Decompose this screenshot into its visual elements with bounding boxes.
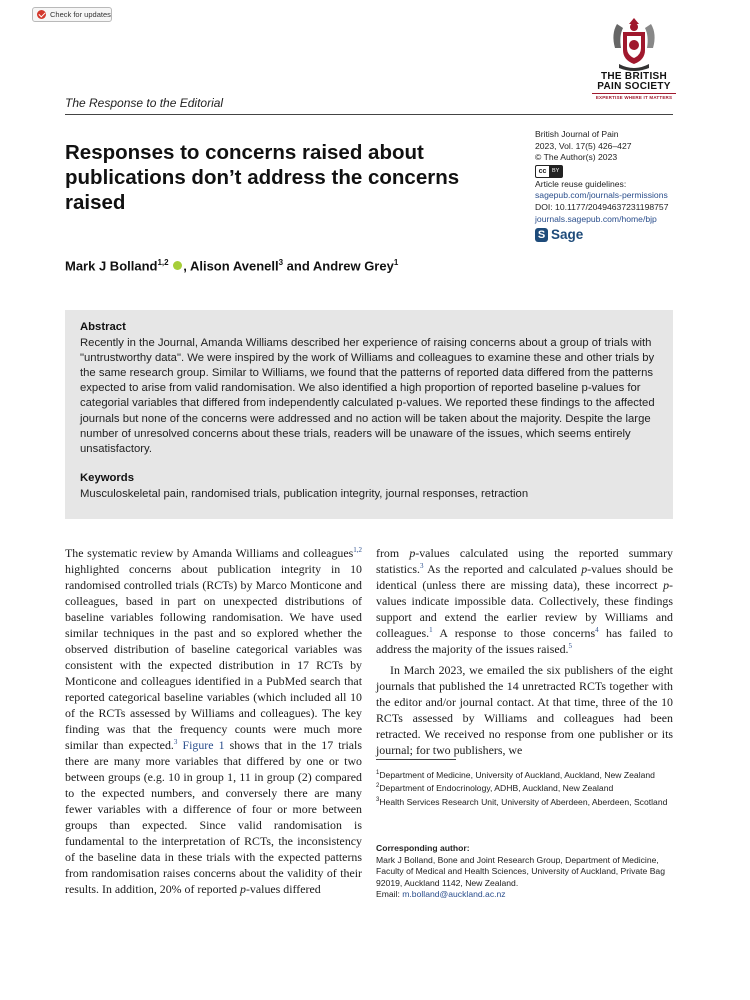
coat-of-arms-icon: [603, 14, 665, 72]
body-column-left: [65, 545, 362, 897]
corresponding-address: Mark J Bolland, Bone and Joint Research Group, Department of Medicine, Faculty of Medical and Health Sciences, University of Auckland, Private Bag 92019, Auckland 1142, New Zealand.: [376, 854, 665, 888]
author-name[interactable]: Alison Avenell: [189, 258, 279, 274]
journal-home-link[interactable]: journals.sagepub.com/home/bjp: [535, 213, 657, 224]
reference-link[interactable]: 3: [419, 562, 424, 571]
reuse-label: Article reuse guidelines:: [535, 178, 627, 189]
corresponding-heading: Corresponding author:: [376, 843, 470, 853]
body-paragraph: The systematic review by Amanda Williams and colleagues$^{1,2}$ highlighted concerns about publication integrity in 10 randomised controlled trials (RCTs) by Marco Monticone and colleagues, based in part on unexpected distributions of baseline variables following randomisation. We have used similar techniques in the past and so explored whether the observed distribution of baseline categorical variables was consistent with the expected distribution in 17 RCTs by Monticone and colleagues identified in a PubMed search that reported categorical baseline variables (which included all 10 of the RCTs assessed by Williams and colleagues). The key finding was that the frequency counts were much more similar than expected.$^3$ Figure 1 shows that in the 17 trials there are many more variables that differed by one or two between groups (e.g. 10 in group 1, 11 in group (2) compared to the expected numbers, and conversely there are many fewer variables with a difference of four or more between groups than expected. Since valid randomisation is fundamental to the interpretation of RCTs, the inconsistency of the baseline data in these trials with the expected patterns from randomisation raises concerns about the validity of their results. In addition, 20% of reported p-values differed: [65, 546, 362, 896]
affiliations: [376, 768, 673, 808]
author-affiliation: 1: [393, 258, 399, 267]
cc-icon: cc: [538, 167, 547, 175]
journal-name: British Journal of Pain: [535, 129, 619, 139]
author-affiliation: 3: [278, 258, 284, 267]
abstract-heading: Abstract: [80, 321, 126, 333]
body-paragraph: from p-values calculated using the reported summary statistics.$^3$ As the reported and calculated p-values should be identical (unless there are missing data), these incorrect p-values indicate impossible data. Collectively, these findings support and extend the earlier review by Williams and colleagues.$^1$ A response to those concerns$^4$ has failed to address the majority of the issues raised.$^5$: [376, 546, 673, 656]
body-column-right: [376, 545, 673, 758]
affiliation-1: $^1$Department of Medicine, University of Auckland, Auckland, New Zealand: [376, 769, 655, 780]
footnote-divider: [376, 759, 456, 760]
keywords-text: Musculoskeletal pain, randomised trials, publication integrity, journal responses, retraction: [80, 487, 529, 500]
doi[interactable]: DOI: 10.1177/20494637231198757: [535, 201, 669, 212]
logo-tagline: EXPERTISE WHERE IT MATTERS: [592, 93, 676, 100]
reference-link[interactable]: 5: [568, 642, 573, 651]
section-label: The Response to the Editorial: [65, 96, 224, 110]
author-list: Mark J Bolland$^{1,2}$ , Alison Avenell$^3$ and Andrew Grey$^1$: [65, 258, 399, 274]
reference-link[interactable]: 3: [173, 738, 178, 747]
orcid-icon[interactable]: [173, 261, 182, 270]
author-name[interactable]: Mark J Bolland: [65, 258, 158, 274]
abstract-text: Recently in the Journal, Amanda Williams described her experience of raising concerns about a group of trials with "untrustworthy data". We were inspired by the work of Williams and colleagues to examine these and other trials by the same research group. Similar to Williams, we found that the patterns of reported data differed from the patterns expected to arise from valid randomisation. We also identified a high proportion of reported baseline p-values for categorial variables that differed from independently calculated p-values. We reported these findings to the affected journals but none of the concerns were addressed and no action will be taken about the majority. Despite the large number of unresolved concerns about these trials, readers will be unaware of the issues, which seems entirely unsatisfactory.: [80, 337, 655, 455]
affiliation-3: $^3$Health Services Research Unit, University of Aberdeen, Aberdeen, Scotland: [376, 796, 668, 807]
author-affiliation: 1,2: [157, 258, 169, 267]
publisher-name: Sage: [551, 227, 584, 243]
copyright: © The Author(s) 2023: [535, 152, 618, 163]
journal-volume: 2023, Vol. 17(5) 426–427: [535, 140, 632, 151]
abstract-box: [65, 310, 673, 519]
email-link[interactable]: m.bolland@auckland.ac.nz: [402, 889, 506, 900]
check-updates-icon: [37, 10, 46, 19]
check-for-updates-button[interactable]: [32, 7, 112, 22]
article-title: Responses to concerns raised about publications don’t address the concerns raised: [65, 141, 460, 214]
reference-link[interactable]: 4: [595, 626, 599, 635]
affiliation-2: $^2$Department of Endocrinology, ADHB, Auckland, New Zealand: [376, 783, 614, 794]
reference-link[interactable]: 1: [429, 626, 433, 635]
logo-line-1: THE BRITISH: [600, 71, 668, 82]
header-divider: [65, 114, 673, 115]
corresponding-author: [376, 843, 673, 901]
sage-icon: S: [535, 228, 548, 242]
publisher-logo: [535, 228, 685, 242]
body-paragraph: In March 2023, we emailed the six publishers of the eight journals that published the 14 unretracted RCTs together with the editor and/or journal contact. At that time, three of the 10 RCTs assessed by Williams and colleagues had been retracted. We received no response from one publisher or its journal; for two publishers, we: [376, 663, 673, 757]
corresponding-email: Email: m.bolland@auckland.ac.nz: [376, 889, 506, 900]
cc-license-badge[interactable]: [535, 165, 563, 178]
check-updates-label: Check for updates: [50, 10, 111, 19]
author-name[interactable]: Andrew Grey: [312, 258, 394, 274]
reference-link[interactable]: 1,2: [353, 546, 362, 555]
logo-line-2: PAIN SOCIETY: [597, 81, 671, 92]
british-pain-society-logo: [592, 14, 676, 110]
keywords-heading: Keywords: [80, 471, 134, 484]
reuse-link[interactable]: sagepub.com/journals-permissions: [535, 190, 668, 201]
journal-meta: [535, 129, 685, 242]
figure-link[interactable]: Figure 1: [182, 738, 225, 752]
cc-by-label: BY: [549, 166, 562, 177]
